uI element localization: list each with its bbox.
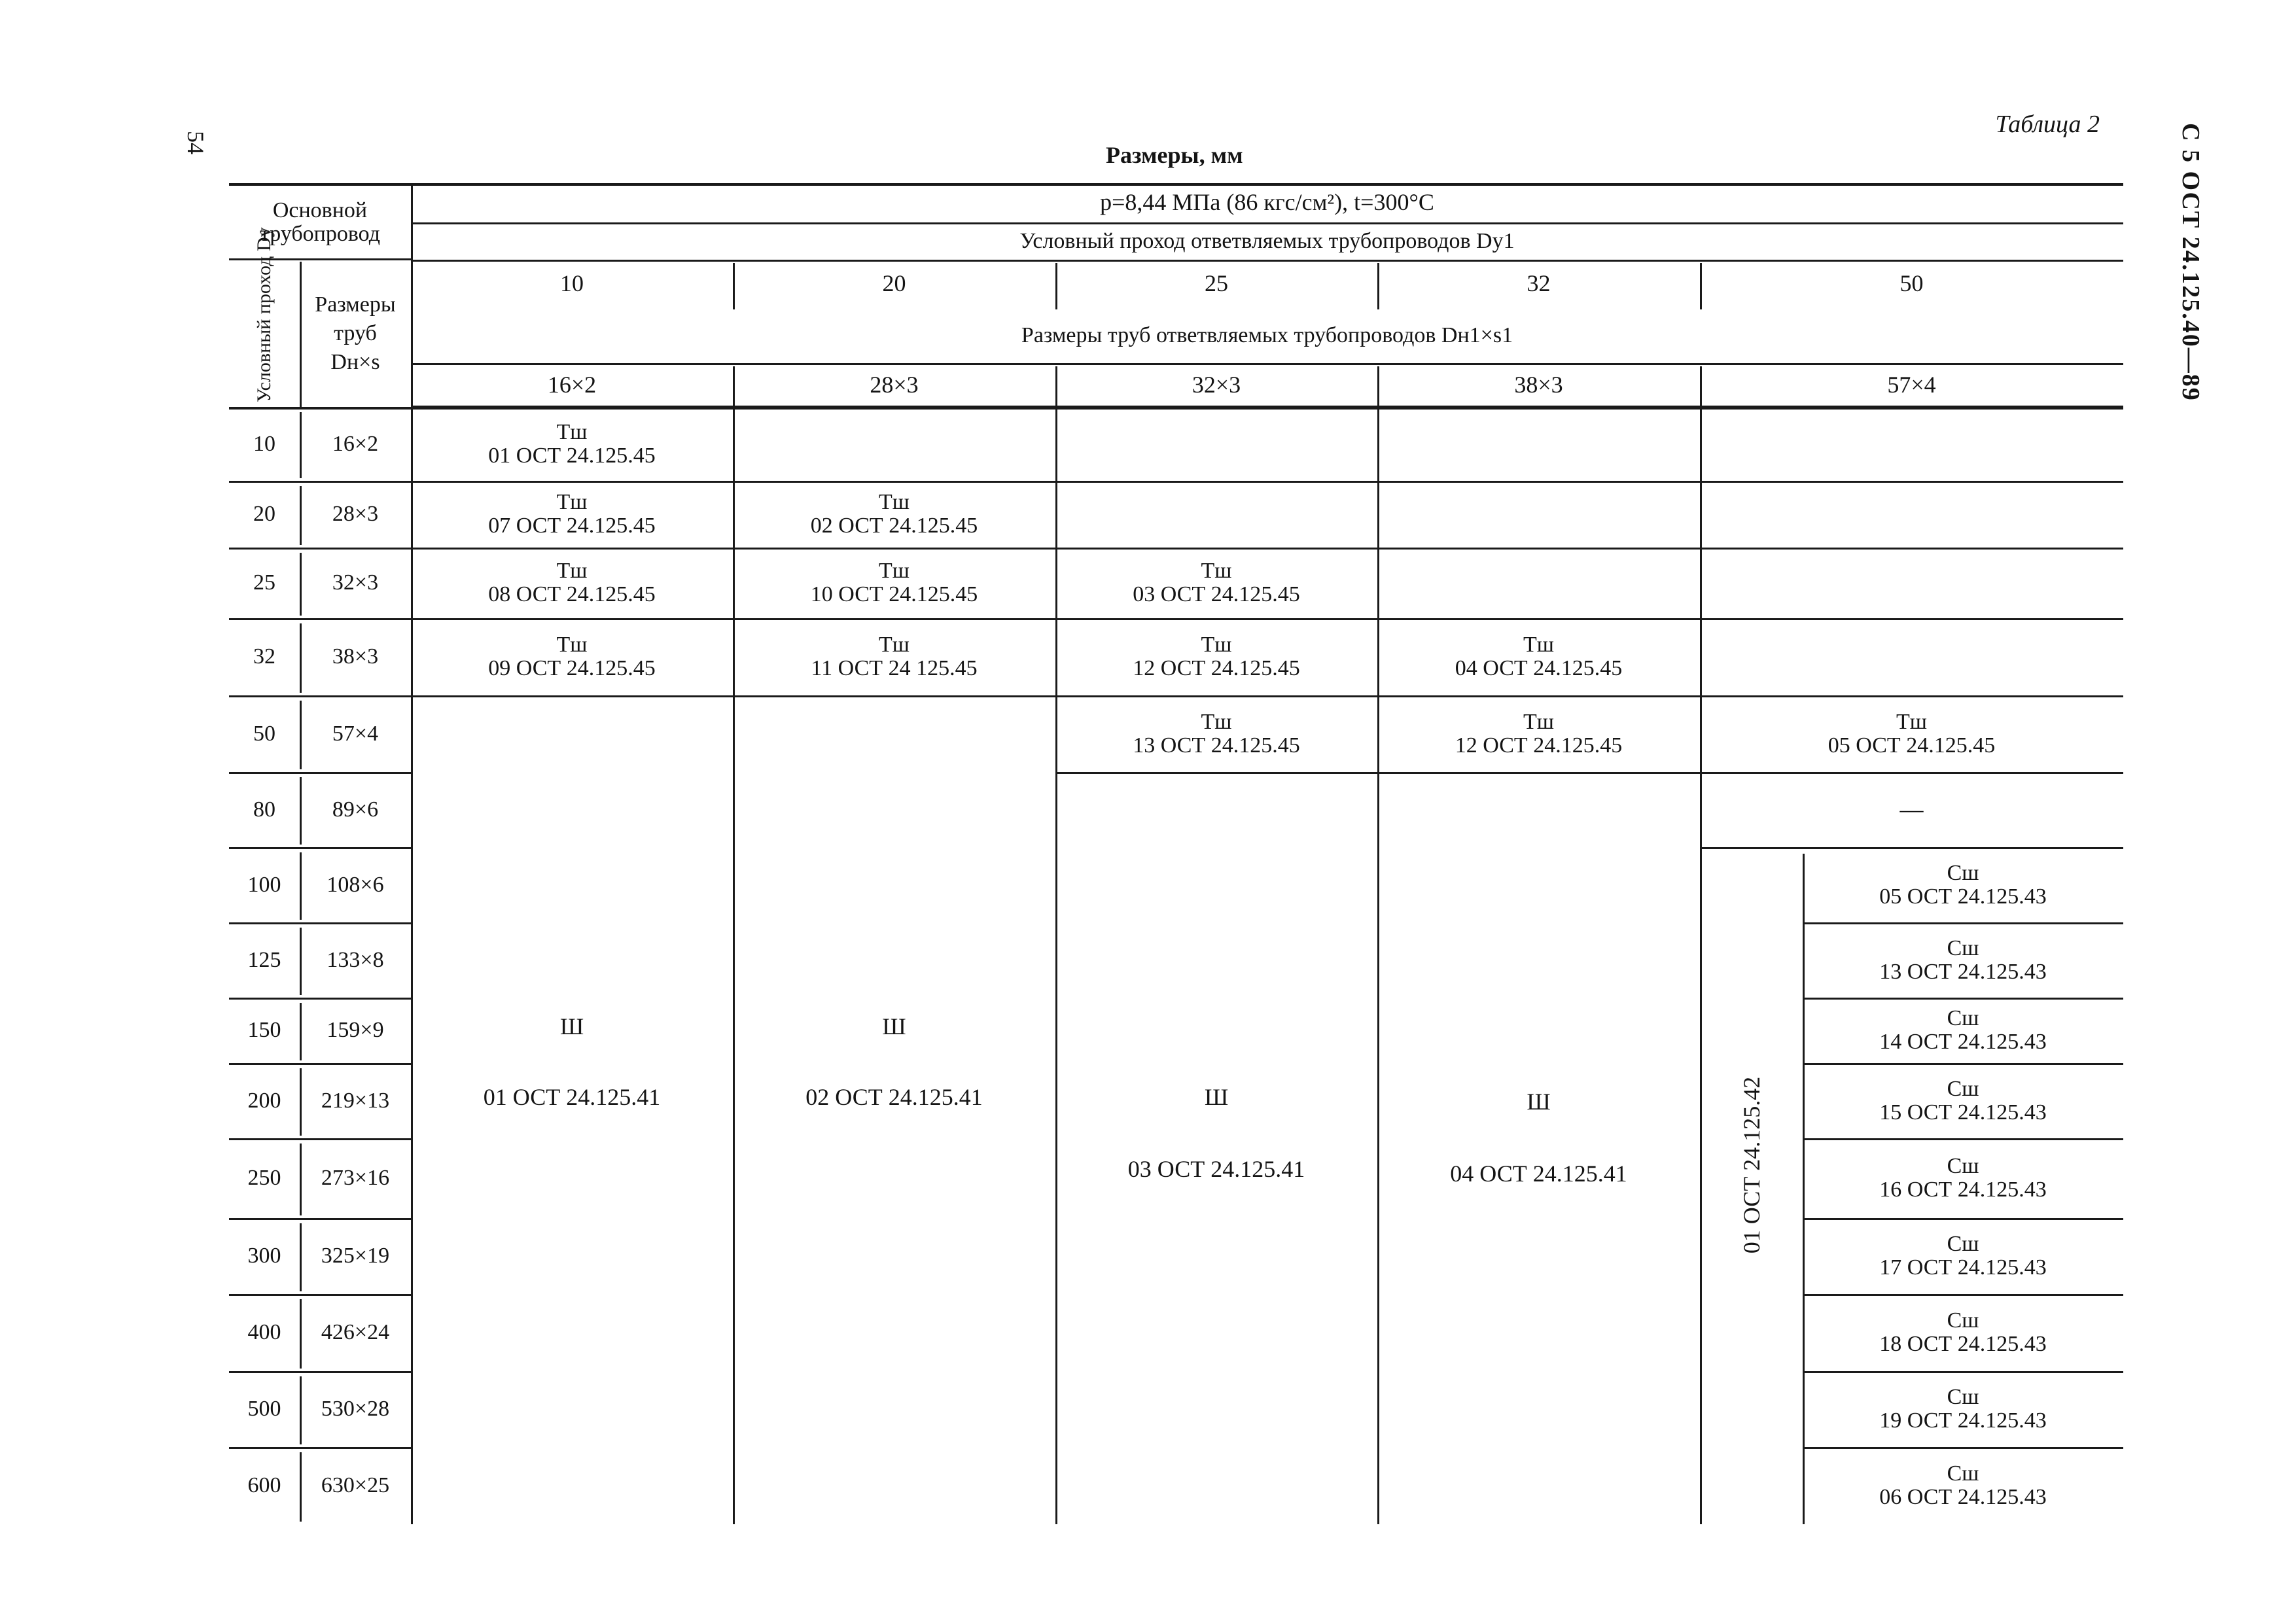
- row-size-type: 38×3: [332, 644, 379, 669]
- branch-dy-title-type: Условный проход ответвляемых трубопроводов Dу1: [1019, 228, 1515, 253]
- row-size-type: 630×25: [321, 1473, 390, 1498]
- fitting-block-block_c10-standard: [411, 1078, 733, 1117]
- row-size-type: 108×6: [327, 872, 384, 897]
- fitting-cell-sh-2-standard: 14 ОСТ 24.125.43: [1879, 1030, 2047, 1054]
- row-dy-type: 300: [247, 1244, 281, 1268]
- row-dy: [229, 772, 300, 847]
- row-dy: [229, 548, 300, 618]
- main-pipe-header-type: Основной трубопровод: [259, 198, 380, 246]
- row-size: [300, 1447, 411, 1524]
- branch-size-1: [733, 363, 1055, 407]
- row-dy-type: 150: [247, 1018, 281, 1043]
- row-dy: [229, 1294, 300, 1371]
- fitting-cell-r50_c25: [1055, 695, 1377, 772]
- branch-size-0: [411, 363, 733, 407]
- fitting-cell-r10_c10-type: Тш: [556, 419, 588, 444]
- fitting-cell-r32_c25-standard: 12 ОСТ 24.125.45: [1133, 656, 1300, 680]
- row-size: [300, 1294, 411, 1371]
- row-size-type: 219×13: [321, 1088, 390, 1113]
- fitting-cell-sh-6-type: Сш: [1947, 1308, 1979, 1333]
- fitting-block-block_c10-standard-type: 01 ОСТ 24.125.41: [483, 1084, 661, 1111]
- fitting-cell-r32_c32: [1377, 618, 1700, 695]
- fitting-block-block_c20-standard-type: 02 ОСТ 24.125.41: [805, 1084, 983, 1111]
- fitting-block-block_c20-type: [733, 1007, 1055, 1047]
- fitting-cell-sh-0: [1803, 847, 2123, 922]
- branch-size-1-type: 28×3: [870, 371, 919, 398]
- row-size: [300, 998, 411, 1063]
- fitting-cell-sh-8-standard: 06 ОСТ 24.125.43: [1879, 1485, 2047, 1509]
- row-size: [300, 922, 411, 998]
- fitting-cell-sh-4-type: Сш: [1947, 1154, 1979, 1179]
- row-dy: [229, 847, 300, 922]
- branch-dy-0: [411, 260, 733, 307]
- fitting-cell-r25_c25-type: Тш: [1201, 559, 1232, 584]
- fitting-cell-sh-1-type: Сш: [1947, 935, 1979, 960]
- branch-size-3-type: 38×3: [1514, 371, 1563, 398]
- row-size: [300, 407, 411, 481]
- row-dy: [229, 922, 300, 998]
- document-header: С 5 ОСТ 24.125.40—89: [2177, 123, 2204, 402]
- fitting-cell-r80-c50: [1700, 772, 2123, 847]
- row-size: [300, 1063, 411, 1138]
- fitting-cell-sh-2-type: Сш: [1947, 1006, 1979, 1031]
- row-size: [300, 481, 411, 548]
- table-caption: Размеры, мм: [1106, 142, 1243, 168]
- fitting-cell-r32_c10-standard: 09 ОСТ 24.125.45: [488, 656, 656, 680]
- branch-dy-4: [1700, 260, 2123, 307]
- dn-header-line: труб: [334, 321, 377, 346]
- dn-header-line: Dн×s: [330, 349, 380, 374]
- fitting-cell-r32_c20-type: Тш: [879, 633, 910, 657]
- fitting-cell-r20_c20: [733, 481, 1055, 548]
- row-dy-type: 32: [253, 644, 275, 669]
- row-size: [300, 695, 411, 772]
- row-dy-type: 25: [253, 570, 275, 595]
- fitting-cell-r50_c32-standard: 12 ОСТ 24.125.45: [1455, 733, 1623, 758]
- fitting-cell-sh-4: [1803, 1138, 2123, 1218]
- fitting-cell-sh-3: [1803, 1063, 2123, 1138]
- row-size-type: 32×3: [332, 570, 379, 595]
- fitting-cell-r25_c20: [733, 548, 1055, 618]
- page-number: 54: [183, 131, 209, 154]
- dn-header-line: Размеры: [315, 292, 396, 317]
- fitting-cell-sh-8-type: Сш: [1947, 1461, 1979, 1486]
- fitting-cell-sh-0-standard: 05 ОСТ 24.125.43: [1879, 884, 2047, 909]
- fitting-cell-sh-0-type: Сш: [1947, 860, 1979, 885]
- row-dy-type: 200: [247, 1088, 281, 1113]
- branch-dy-title: [411, 222, 2123, 260]
- fitting-cell-r20_c20-standard: 02 ОСТ 24.125.45: [810, 514, 978, 538]
- fitting-cell-sh-5: [1803, 1218, 2123, 1294]
- row-size: [300, 1218, 411, 1294]
- branch-size-2-type: 32×3: [1192, 371, 1241, 398]
- row-size-type: 89×6: [332, 797, 379, 822]
- fitting-block-block_c32-type-type: Ш: [1527, 1089, 1551, 1115]
- fitting-block-c50-vertical: 01 ОСТ 24.125.42: [1738, 1076, 1765, 1254]
- fitting-cell-sh-1: [1803, 922, 2123, 998]
- row-dy: [229, 1063, 300, 1138]
- fitting-cell-r32_c10: [411, 618, 733, 695]
- row-size-type: 57×4: [332, 721, 379, 746]
- row-dy: [229, 695, 300, 772]
- fitting-cell-r25_c10-type: Тш: [556, 559, 588, 584]
- branch-size-0-type: 16×2: [547, 371, 597, 398]
- fitting-cell-sh-7-type: Сш: [1947, 1385, 1979, 1410]
- fitting-cell-r50_c32-type: Тш: [1523, 709, 1554, 734]
- fitting-cell-r50_c50-standard: 05 ОСТ 24.125.45: [1828, 733, 1996, 758]
- row-dy: [229, 998, 300, 1063]
- row-dy-type: 100: [247, 872, 281, 897]
- branch-size-title: [411, 307, 2123, 363]
- dn-header: [300, 262, 411, 406]
- table-label: Таблица 2: [1995, 111, 2100, 138]
- branch-size-4: [1700, 363, 2123, 407]
- branch-dy-4-type: 50: [1899, 270, 1924, 296]
- row-size-type: 133×8: [327, 947, 384, 972]
- fitting-cell-sh-2: [1803, 998, 2123, 1063]
- fitting-cell-r50_c25-standard: 13 ОСТ 24.125.45: [1133, 733, 1300, 758]
- row-dy-type: 125: [247, 947, 281, 972]
- fitting-cell-r50_c25-type: Тш: [1201, 709, 1232, 734]
- branch-size-3: [1377, 363, 1700, 407]
- fitting-cell-sh-3-type: Сш: [1947, 1076, 1979, 1101]
- branch-dy-0-type: 10: [560, 270, 584, 296]
- row-size: [300, 1138, 411, 1218]
- fitting-cell-r25_c20-standard: 10 ОСТ 24.125.45: [810, 582, 978, 606]
- row-size-type: 530×28: [321, 1397, 390, 1422]
- design-conditions-type: p=8,44 МПа (86 кгс/см²), t=300°C: [1100, 189, 1434, 216]
- fitting-cell-r32_c25-type: Тш: [1201, 633, 1232, 657]
- row-dy: [229, 618, 300, 695]
- fitting-block-block_c20-standard: [733, 1078, 1055, 1117]
- row-size: [300, 618, 411, 695]
- row-dy: [229, 1218, 300, 1294]
- fitting-cell-r25_c10: [411, 548, 733, 618]
- fitting-cell-r32_c10-type: Тш: [556, 633, 588, 657]
- fitting-cell-r25_c25-standard: 03 ОСТ 24.125.45: [1133, 582, 1300, 606]
- row-size-type: 159×9: [327, 1018, 384, 1043]
- branch-dy-2: [1055, 260, 1377, 307]
- fitting-block-block_c10-type: [411, 1007, 733, 1047]
- row-size-type: 426×24: [321, 1320, 390, 1345]
- fitting-cell-sh-6: [1803, 1294, 2123, 1371]
- row-dy-type: 500: [247, 1397, 281, 1422]
- fitting-cell-sh-7-standard: 19 ОСТ 24.125.43: [1879, 1408, 2047, 1433]
- branch-size-title-type: Размеры труб ответвляемых трубопроводов Dн1×s1: [1021, 323, 1513, 347]
- row-size-type: 273×16: [321, 1166, 390, 1191]
- fitting-cell-r25_c25: [1055, 548, 1377, 618]
- branch-size-4-type: 57×4: [1887, 371, 1936, 398]
- fitting-cell-sh-8: [1803, 1447, 2123, 1524]
- fitting-cell-r10_c10: [411, 407, 733, 481]
- row-dy-type: 80: [253, 797, 275, 822]
- fitting-cell-r25_c20-type: Тш: [879, 559, 910, 584]
- row-dy-type: 10: [253, 431, 275, 456]
- fitting-block-block_c20-type-type: Ш: [882, 1013, 906, 1040]
- table-vrule: [1700, 407, 1702, 1524]
- row-dy-type: 250: [247, 1166, 281, 1191]
- row-size-type: 325×19: [321, 1244, 390, 1268]
- row-dy-type: 20: [253, 502, 275, 527]
- fitting-cell-r32_c20: [733, 618, 1055, 695]
- dy-header: Условный проход Dу: [253, 227, 275, 402]
- fitting-block-block_c32-standard-type: 04 ОСТ 24.125.41: [1450, 1161, 1627, 1187]
- row-size: [300, 1371, 411, 1447]
- fitting-cell-r80-c50-type: —: [1899, 795, 1924, 822]
- fitting-cell-r32_c20-standard: 11 ОСТ 24 125.45: [811, 656, 978, 680]
- fitting-block-block_c25-standard: [1055, 1150, 1377, 1189]
- branch-dy-3-type: 32: [1527, 270, 1551, 296]
- fitting-cell-r25_c10-standard: 08 ОСТ 24.125.45: [488, 582, 656, 606]
- row-dy-type: 400: [247, 1320, 281, 1345]
- fitting-cell-r50_c50: [1700, 695, 2123, 772]
- fitting-cell-sh-1-standard: 13 ОСТ 24.125.43: [1879, 959, 2047, 984]
- fitting-cell-r10_c10-standard: 01 ОСТ 24.125.45: [488, 443, 656, 468]
- fitting-cell-sh-5-type: Сш: [1947, 1232, 1979, 1257]
- fitting-cell-r20_c10-standard: 07 ОСТ 24.125.45: [488, 514, 656, 538]
- row-dy: [229, 1138, 300, 1218]
- fitting-cell-r20_c10: [411, 481, 733, 548]
- row-dy-type: 50: [253, 721, 275, 746]
- fitting-cell-r20_c10-type: Тш: [556, 490, 588, 515]
- row-dy-type: 600: [247, 1473, 281, 1498]
- fitting-cell-r50_c32: [1377, 695, 1700, 772]
- row-dy: [229, 1447, 300, 1524]
- fitting-block-block_c32-standard: [1377, 1155, 1700, 1194]
- fitting-cell-sh-6-standard: 18 ОСТ 24.125.43: [1879, 1332, 2047, 1356]
- fitting-block-block_c25-type-type: Ш: [1204, 1084, 1229, 1111]
- fitting-cell-sh-4-standard: 16 ОСТ 24.125.43: [1879, 1178, 2047, 1202]
- table-vrule: [1377, 407, 1379, 1524]
- row-size: [300, 772, 411, 847]
- fitting-cell-r50_c50-type: Тш: [1896, 709, 1927, 734]
- fitting-block-block_c25-type: [1055, 1078, 1377, 1117]
- fitting-block-block_c32-type: [1377, 1083, 1700, 1122]
- fitting-cell-r32_c32-standard: 04 ОСТ 24.125.45: [1455, 656, 1623, 680]
- branch-dy-1: [733, 260, 1055, 307]
- row-size: [300, 548, 411, 618]
- row-dy: [229, 407, 300, 481]
- fitting-cell-sh-3-standard: 15 ОСТ 24.125.43: [1879, 1100, 2047, 1125]
- row-size-type: 16×2: [332, 431, 379, 456]
- row-size-type: 28×3: [332, 502, 379, 527]
- design-conditions: [411, 183, 2123, 222]
- fitting-cell-sh-5-standard: 17 ОСТ 24.125.43: [1879, 1255, 2047, 1280]
- branch-dy-2-type: 25: [1205, 270, 1228, 296]
- row-dy: [229, 1371, 300, 1447]
- branch-dy-1-type: 20: [882, 270, 906, 296]
- row-size: [300, 847, 411, 922]
- branch-dy-3: [1377, 260, 1700, 307]
- branch-size-2: [1055, 363, 1377, 407]
- fitting-cell-r20_c20-type: Тш: [879, 490, 910, 515]
- fitting-cell-r32_c32-type: Тш: [1523, 633, 1554, 657]
- fitting-block-block_c10-type-type: Ш: [559, 1013, 584, 1040]
- row-dy: [229, 481, 300, 548]
- fitting-cell-sh-7: [1803, 1371, 2123, 1447]
- fitting-block-block_c25-standard-type: 03 ОСТ 24.125.41: [1127, 1156, 1305, 1183]
- fitting-cell-r32_c25: [1055, 618, 1377, 695]
